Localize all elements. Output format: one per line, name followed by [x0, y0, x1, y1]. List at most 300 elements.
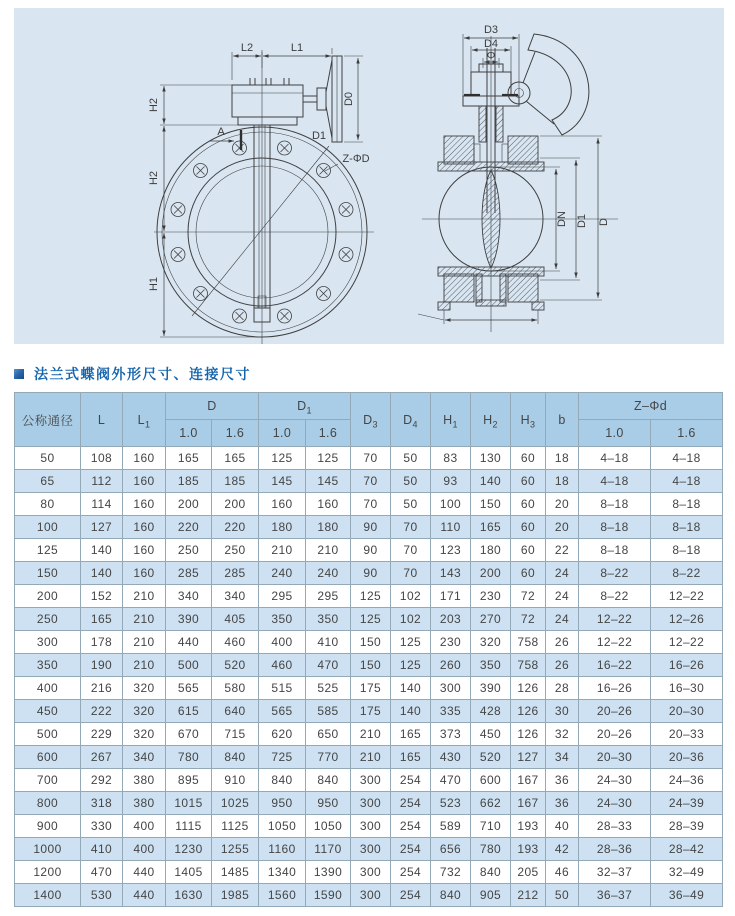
- dim-label-d4: D4: [483, 38, 499, 50]
- table-cell: 205: [511, 861, 546, 884]
- table-cell: 165: [471, 516, 511, 539]
- table-cell: 180: [306, 516, 351, 539]
- table-cell: 185: [212, 470, 259, 493]
- table-cell: 758: [511, 631, 546, 654]
- table-cell: 254: [391, 792, 431, 815]
- table-cell: 229: [81, 723, 123, 746]
- table-cell: 320: [471, 631, 511, 654]
- table-cell: 24–30: [579, 792, 651, 815]
- table-cell: 210: [123, 631, 166, 654]
- table-cell: 200: [212, 493, 259, 516]
- table-cell: 670: [166, 723, 212, 746]
- table-cell: 340: [212, 585, 259, 608]
- table-cell: 180: [471, 539, 511, 562]
- table-cell: 114: [81, 493, 123, 516]
- table-cell: 254: [391, 861, 431, 884]
- col-header-h3: $H_3$: [511, 393, 546, 447]
- table-body: [15, 447, 723, 907]
- table-cell: 93: [431, 470, 471, 493]
- table-cell: 150: [15, 562, 81, 585]
- table-cell: 1200: [15, 861, 81, 884]
- dim-label-d: D: [598, 218, 610, 226]
- table-row: [15, 608, 723, 631]
- section-title: 法兰式蝶阀外形尺寸、连接尺寸: [34, 366, 251, 382]
- table-header: [15, 393, 723, 447]
- table-cell: 1485: [212, 861, 259, 884]
- table-cell: 28–42: [651, 838, 723, 861]
- table-cell: 123: [431, 539, 471, 562]
- table-cell: 90: [351, 562, 391, 585]
- table-cell: 300: [351, 838, 391, 861]
- col-header-z-pn16: 1.6: [651, 420, 723, 447]
- table-cell: 24: [546, 585, 579, 608]
- table-cell: 32: [546, 723, 579, 746]
- table-cell: 330: [81, 815, 123, 838]
- table-cell: 1255: [212, 838, 259, 861]
- table-cell: 50: [391, 470, 431, 493]
- col-header-d3: $D_3$: [351, 393, 391, 447]
- table-cell: 8–18: [651, 516, 723, 539]
- table-row: [15, 838, 723, 861]
- table-cell: 254: [391, 815, 431, 838]
- col-header-d1-pn16: 1.6: [306, 420, 351, 447]
- table-cell: 20–30: [651, 700, 723, 723]
- table-cell: 20–33: [651, 723, 723, 746]
- table-cell: 70: [391, 562, 431, 585]
- section-heading: [14, 363, 251, 385]
- table-cell: 175: [351, 677, 391, 700]
- table-cell: 615: [166, 700, 212, 723]
- table-row: [15, 447, 723, 470]
- table-cell: 36: [546, 792, 579, 815]
- table-cell: 30: [546, 700, 579, 723]
- table-cell: 210: [259, 539, 306, 562]
- table-cell: 16–30: [651, 677, 723, 700]
- table-cell: 1125: [212, 815, 259, 838]
- table-cell: 126: [511, 677, 546, 700]
- table-cell: 335: [431, 700, 471, 723]
- table-cell: 160: [259, 493, 306, 516]
- table-cell: 450: [471, 723, 511, 746]
- table-cell: 70: [351, 493, 391, 516]
- table-cell: 26: [546, 631, 579, 654]
- table-cell: 90: [351, 539, 391, 562]
- table-cell: 210: [123, 608, 166, 631]
- table-cell: 662: [471, 792, 511, 815]
- table-cell: 1160: [259, 838, 306, 861]
- table-cell: 126: [511, 723, 546, 746]
- table-cell: 12–22: [579, 631, 651, 654]
- table-cell: 140: [391, 700, 431, 723]
- table-cell: 171: [431, 585, 471, 608]
- table-cell: 72: [511, 585, 546, 608]
- col-header-dn: 公称通径: [15, 393, 81, 447]
- table-cell: 50: [391, 447, 431, 470]
- table-cell: 140: [81, 539, 123, 562]
- table-cell: 46: [546, 861, 579, 884]
- table-cell: 200: [15, 585, 81, 608]
- valve-technical-drawing: [14, 8, 724, 344]
- table-cell: 70: [351, 447, 391, 470]
- table-cell: 80: [15, 493, 81, 516]
- dim-label-d1-front: D1: [311, 130, 327, 142]
- table-cell: 580: [212, 677, 259, 700]
- table-cell: 8–22: [579, 562, 651, 585]
- table-cell: 530: [81, 884, 123, 907]
- table-cell: 350: [306, 608, 351, 631]
- table-cell: 950: [306, 792, 351, 815]
- table-cell: 167: [511, 792, 546, 815]
- table-cell: 254: [391, 769, 431, 792]
- table-cell: 410: [306, 631, 351, 654]
- table-cell: 125: [259, 447, 306, 470]
- table-cell: 60: [511, 447, 546, 470]
- table-cell: 165: [81, 608, 123, 631]
- col-header-d-pn16: 1.6: [212, 420, 259, 447]
- table-cell: 125: [351, 608, 391, 631]
- col-header-d: D: [166, 393, 259, 420]
- table-cell: 295: [259, 585, 306, 608]
- table-cell: 460: [259, 654, 306, 677]
- table-cell: 500: [166, 654, 212, 677]
- table-cell: 212: [511, 884, 546, 907]
- table-cell: 90: [351, 516, 391, 539]
- table-cell: 1560: [259, 884, 306, 907]
- table-row: [15, 769, 723, 792]
- table-cell: 340: [123, 746, 166, 769]
- table-cell: 8–18: [579, 493, 651, 516]
- table-cell: 125: [391, 631, 431, 654]
- table-cell: 60: [511, 493, 546, 516]
- table-cell: 500: [15, 723, 81, 746]
- col-header-h1: $H_1$: [431, 393, 471, 447]
- table-cell: 1390: [306, 861, 351, 884]
- table-cell: 350: [259, 608, 306, 631]
- table-cell: 18: [546, 470, 579, 493]
- table-cell: 300: [351, 861, 391, 884]
- table-cell: 1025: [212, 792, 259, 815]
- valve-side-view: [418, 24, 618, 332]
- table-cell: 300: [351, 792, 391, 815]
- table-cell: 710: [471, 815, 511, 838]
- table-cell: 4–18: [579, 470, 651, 493]
- table-cell: 840: [259, 769, 306, 792]
- table-cell: 18: [546, 447, 579, 470]
- table-cell: 1015: [166, 792, 212, 815]
- table-cell: 152: [81, 585, 123, 608]
- table-cell: 127: [511, 746, 546, 769]
- table-cell: 285: [166, 562, 212, 585]
- table-cell: 16–26: [651, 654, 723, 677]
- table-cell: 520: [212, 654, 259, 677]
- table-cell: 83: [431, 447, 471, 470]
- table-cell: 1630: [166, 884, 212, 907]
- table-cell: 520: [471, 746, 511, 769]
- table-cell: 108: [81, 447, 123, 470]
- table-cell: 180: [259, 516, 306, 539]
- table-cell: 405: [212, 608, 259, 631]
- table-cell: 230: [431, 631, 471, 654]
- handwheel-icon-side: [508, 34, 589, 135]
- table-cell: 715: [212, 723, 259, 746]
- table-cell: 300: [351, 884, 391, 907]
- table-cell: 470: [306, 654, 351, 677]
- table-cell: 440: [123, 884, 166, 907]
- table-cell: 8–22: [651, 562, 723, 585]
- table-cell: 300: [15, 631, 81, 654]
- table-cell: 440: [123, 861, 166, 884]
- table-cell: 100: [431, 493, 471, 516]
- table-cell: 8–18: [651, 493, 723, 516]
- table-cell: 150: [471, 493, 511, 516]
- table-cell: 140: [81, 562, 123, 585]
- table-cell: 50: [15, 447, 81, 470]
- table-row: [15, 815, 723, 838]
- table-cell: 4–18: [651, 470, 723, 493]
- table-cell: 24: [546, 608, 579, 631]
- table-cell: 160: [123, 447, 166, 470]
- table-cell: 390: [471, 677, 511, 700]
- table-cell: 470: [81, 861, 123, 884]
- dim-label-dn: DN: [556, 211, 568, 227]
- table-cell: 28: [546, 677, 579, 700]
- table-cell: 758: [511, 654, 546, 677]
- table-cell: 350: [15, 654, 81, 677]
- table-cell: 110: [431, 516, 471, 539]
- table-row: [15, 884, 723, 907]
- table-cell: 1405: [166, 861, 212, 884]
- table-cell: 160: [123, 562, 166, 585]
- table-cell: 1400: [15, 884, 81, 907]
- table-cell: 12–22: [651, 631, 723, 654]
- table-cell: 240: [259, 562, 306, 585]
- table-cell: 145: [259, 470, 306, 493]
- table-cell: 24–39: [651, 792, 723, 815]
- col-header-d-pn10: 1.0: [166, 420, 212, 447]
- table-cell: 150: [351, 654, 391, 677]
- table-cell: 50: [391, 493, 431, 516]
- table-row: [15, 585, 723, 608]
- col-header-d1-pn10: 1.0: [259, 420, 306, 447]
- table-cell: 28–33: [579, 815, 651, 838]
- table-cell: 160: [123, 470, 166, 493]
- table-cell: 620: [259, 723, 306, 746]
- table-cell: 200: [471, 562, 511, 585]
- table-cell: 400: [259, 631, 306, 654]
- table-cell: 102: [391, 608, 431, 631]
- table-cell: 42: [546, 838, 579, 861]
- table-cell: 65: [15, 470, 81, 493]
- table-cell: 28–39: [651, 815, 723, 838]
- table-row: [15, 470, 723, 493]
- table-cell: 240: [306, 562, 351, 585]
- dim-label-h2-top: H2: [148, 97, 160, 113]
- table-cell: 125: [391, 654, 431, 677]
- table-row: [15, 861, 723, 884]
- table-cell: 100: [15, 516, 81, 539]
- table-cell: 167: [511, 769, 546, 792]
- dim-label-a: A: [217, 126, 225, 138]
- table-cell: 267: [81, 746, 123, 769]
- table-cell: 650: [306, 723, 351, 746]
- table-cell: 470: [431, 769, 471, 792]
- table-cell: 24–36: [651, 769, 723, 792]
- table-cell: 160: [306, 493, 351, 516]
- table-cell: 400: [15, 677, 81, 700]
- table-cell: 190: [81, 654, 123, 677]
- table-cell: 210: [123, 585, 166, 608]
- table-cell: 24–30: [579, 769, 651, 792]
- table-cell: 320: [123, 723, 166, 746]
- table-row: [15, 723, 723, 746]
- table-cell: 12–26: [651, 608, 723, 631]
- table-cell: 16–22: [579, 654, 651, 677]
- table-cell: 295: [306, 585, 351, 608]
- table-cell: 770: [306, 746, 351, 769]
- table-cell: 145: [306, 470, 351, 493]
- table-cell: 840: [212, 746, 259, 769]
- table-row: [15, 700, 723, 723]
- table-cell: 1340: [259, 861, 306, 884]
- table-cell: 160: [123, 493, 166, 516]
- table-cell: 585: [306, 700, 351, 723]
- col-header-z-pn10: 1.0: [579, 420, 651, 447]
- table-cell: 1590: [306, 884, 351, 907]
- table-cell: 725: [259, 746, 306, 769]
- table-cell: 222: [81, 700, 123, 723]
- table-cell: 380: [123, 792, 166, 815]
- table-cell: 125: [306, 447, 351, 470]
- table-cell: 589: [431, 815, 471, 838]
- table-cell: 36–49: [651, 884, 723, 907]
- table-cell: 250: [15, 608, 81, 631]
- table-cell: 895: [166, 769, 212, 792]
- table-cell: 260: [431, 654, 471, 677]
- table-cell: 460: [212, 631, 259, 654]
- table-cell: 125: [15, 539, 81, 562]
- table-cell: 732: [431, 861, 471, 884]
- table-cell: 130: [471, 447, 511, 470]
- table-cell: 318: [81, 792, 123, 815]
- table-cell: 165: [391, 746, 431, 769]
- table-cell: 12–22: [579, 608, 651, 631]
- table-cell: 60: [511, 516, 546, 539]
- disc-lens: [482, 170, 500, 268]
- table-cell: 60: [511, 562, 546, 585]
- table-cell: 165: [212, 447, 259, 470]
- table-cell: 165: [166, 447, 212, 470]
- dim-label-d1-side: D1: [576, 213, 588, 229]
- table-cell: 340: [166, 585, 212, 608]
- table-cell: 440: [166, 631, 212, 654]
- table-cell: 565: [259, 700, 306, 723]
- table-cell: 565: [166, 677, 212, 700]
- dim-label-l1: L1: [290, 42, 304, 54]
- table-cell: 102: [391, 585, 431, 608]
- table-cell: 410: [81, 838, 123, 861]
- table-cell: 70: [391, 539, 431, 562]
- table-cell: 300: [431, 677, 471, 700]
- table-cell: 450: [15, 700, 81, 723]
- table-cell: 200: [166, 493, 212, 516]
- table-cell: 254: [391, 838, 431, 861]
- table-cell: 40: [546, 815, 579, 838]
- table-cell: 193: [511, 815, 546, 838]
- table-cell: 320: [123, 677, 166, 700]
- table-row: [15, 677, 723, 700]
- table-cell: 150: [351, 631, 391, 654]
- table-cell: 72: [511, 608, 546, 631]
- table-cell: 950: [259, 792, 306, 815]
- table-cell: 36: [546, 769, 579, 792]
- table-cell: 292: [81, 769, 123, 792]
- table-cell: 70: [391, 516, 431, 539]
- table-row: [15, 631, 723, 654]
- table-cell: 20–26: [579, 723, 651, 746]
- table-cell: 143: [431, 562, 471, 585]
- table-cell: 26: [546, 654, 579, 677]
- table-cell: 428: [471, 700, 511, 723]
- table-cell: 20–36: [651, 746, 723, 769]
- table-cell: 840: [306, 769, 351, 792]
- table-cell: 165: [391, 723, 431, 746]
- table-cell: 840: [431, 884, 471, 907]
- table-cell: 350: [471, 654, 511, 677]
- table-cell: 320: [123, 700, 166, 723]
- table-cell: 220: [212, 516, 259, 539]
- table-cell: 4–18: [651, 447, 723, 470]
- dim-label-phi: Φ: [486, 50, 496, 62]
- table-cell: 8–18: [579, 516, 651, 539]
- table-cell: 60: [511, 539, 546, 562]
- table-cell: 20: [546, 516, 579, 539]
- col-header-h2: $H_2$: [471, 393, 511, 447]
- table-cell: 400: [123, 815, 166, 838]
- table-cell: 523: [431, 792, 471, 815]
- table-cell: 254: [391, 884, 431, 907]
- table-cell: 4–18: [579, 447, 651, 470]
- table-cell: 1230: [166, 838, 212, 861]
- table-cell: 210: [123, 654, 166, 677]
- table-cell: 126: [511, 700, 546, 723]
- table-cell: 8–22: [579, 585, 651, 608]
- table-cell: 34: [546, 746, 579, 769]
- table-cell: 300: [351, 815, 391, 838]
- table-cell: 1115: [166, 815, 212, 838]
- table-cell: 32–49: [651, 861, 723, 884]
- gearbox: [232, 78, 303, 125]
- table-cell: 700: [15, 769, 81, 792]
- table-cell: 70: [351, 470, 391, 493]
- table-row: [15, 493, 723, 516]
- table-cell: 50: [546, 884, 579, 907]
- table-cell: 20–30: [579, 746, 651, 769]
- table-row: [15, 746, 723, 769]
- table-row: [15, 654, 723, 677]
- table-cell: 112: [81, 470, 123, 493]
- table-cell: 203: [431, 608, 471, 631]
- col-header-l: L: [81, 393, 123, 447]
- table-cell: 910: [212, 769, 259, 792]
- dim-label-z-phi-d: Z-ΦD: [342, 153, 370, 165]
- table-cell: 1985: [212, 884, 259, 907]
- dim-label-d0: D0: [343, 91, 355, 107]
- table-cell: 373: [431, 723, 471, 746]
- table-row: [15, 516, 723, 539]
- table-cell: 20: [546, 493, 579, 516]
- col-header-l1: $L_1$: [123, 393, 166, 447]
- table-cell: 800: [15, 792, 81, 815]
